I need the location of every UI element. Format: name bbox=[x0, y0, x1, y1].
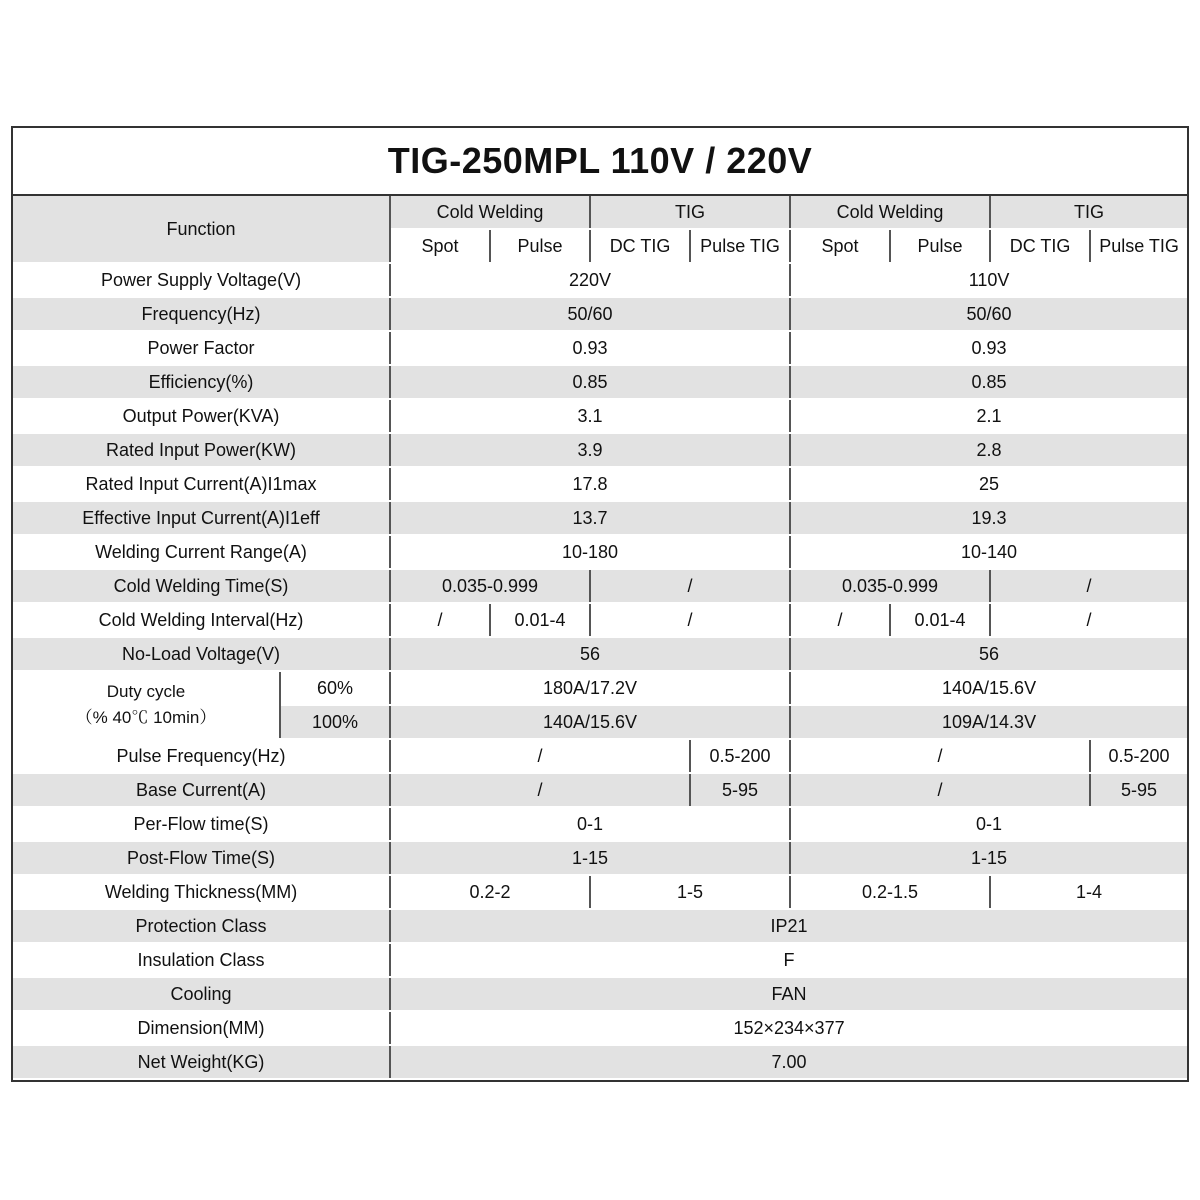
mode-header: Pulse bbox=[490, 229, 590, 263]
table-row bbox=[13, 569, 1187, 603]
table-row bbox=[13, 433, 1187, 467]
group-header: Cold Welding bbox=[790, 196, 990, 229]
cell-value: 7.00 bbox=[390, 1045, 1187, 1079]
cell-value: 13.7 bbox=[390, 501, 790, 535]
table-row bbox=[13, 773, 1187, 807]
cell-value: 0-1 bbox=[390, 807, 790, 841]
row-label: Effective Input Current(A)I1eff bbox=[13, 501, 390, 535]
row-label: Base Current(A) bbox=[13, 773, 390, 807]
table-row bbox=[13, 977, 1187, 1011]
cell-value: 0.93 bbox=[790, 331, 1187, 365]
mode-header: Spot bbox=[390, 229, 490, 263]
table-row bbox=[13, 535, 1187, 569]
cell-value: 5-95 bbox=[690, 773, 790, 807]
table-row bbox=[13, 501, 1187, 535]
cell-value: 180A/17.2V bbox=[390, 671, 790, 705]
cell-value: 3.9 bbox=[390, 433, 790, 467]
row-label: Pulse Frequency(Hz) bbox=[13, 739, 390, 773]
group-header: TIG bbox=[990, 196, 1187, 229]
table-row bbox=[13, 603, 1187, 637]
group-header: Cold Welding bbox=[390, 196, 590, 229]
cell-value: 2.8 bbox=[790, 433, 1187, 467]
row-label: Net Weight(KG) bbox=[13, 1045, 390, 1079]
cell-value: F bbox=[390, 943, 1187, 977]
table-row bbox=[13, 841, 1187, 875]
header-group-row bbox=[13, 196, 1187, 229]
cell-value: 5-95 bbox=[1090, 773, 1187, 807]
cell-value: 10-140 bbox=[790, 535, 1187, 569]
sheet-title: TIG-250MPL 110V / 220V bbox=[13, 128, 1187, 196]
row-label: No-Load Voltage(V) bbox=[13, 637, 390, 671]
duty-100-label: 100% bbox=[280, 705, 390, 739]
table-row bbox=[13, 297, 1187, 331]
row-label: Rated Input Current(A)I1max bbox=[13, 467, 390, 501]
row-label: Welding Current Range(A) bbox=[13, 535, 390, 569]
mode-header: Pulse TIG bbox=[690, 229, 790, 263]
cell-value: 1-15 bbox=[790, 841, 1187, 875]
table-row bbox=[13, 909, 1187, 943]
cell-value: / bbox=[790, 603, 890, 637]
cell-value: 56 bbox=[390, 637, 790, 671]
table-row bbox=[13, 637, 1187, 671]
cell-value: / bbox=[390, 773, 690, 807]
table-row bbox=[13, 807, 1187, 841]
row-label: Cold Welding Time(S) bbox=[13, 569, 390, 603]
cell-value: / bbox=[590, 603, 790, 637]
row-label: Frequency(Hz) bbox=[13, 297, 390, 331]
cell-value: 0.5-200 bbox=[1090, 739, 1187, 773]
table-row bbox=[13, 943, 1187, 977]
cell-value: 17.8 bbox=[390, 467, 790, 501]
cell-value: 50/60 bbox=[390, 297, 790, 331]
mode-header: Spot bbox=[790, 229, 890, 263]
cell-value: 0.035-0.999 bbox=[390, 569, 590, 603]
cell-value: 25 bbox=[790, 467, 1187, 501]
cell-value: 0.93 bbox=[390, 331, 790, 365]
cell-value: 140A/15.6V bbox=[390, 705, 790, 739]
cell-value: 1-15 bbox=[390, 841, 790, 875]
cell-value: 0.5-200 bbox=[690, 739, 790, 773]
cell-value: 56 bbox=[790, 637, 1187, 671]
row-label: Protection Class bbox=[13, 909, 390, 943]
mode-header: DC TIG bbox=[990, 229, 1090, 263]
spec-sheet bbox=[11, 126, 1189, 1082]
row-label: Post-Flow Time(S) bbox=[13, 841, 390, 875]
cell-value: 0.85 bbox=[390, 365, 790, 399]
row-label: Power Supply Voltage(V) bbox=[13, 263, 390, 297]
mode-header: Pulse TIG bbox=[1090, 229, 1187, 263]
row-label: Power Factor bbox=[13, 331, 390, 365]
row-label: Cold Welding Interval(Hz) bbox=[13, 603, 390, 637]
table-row bbox=[13, 331, 1187, 365]
duty-60-label: 60% bbox=[280, 671, 390, 705]
cell-value: 0.85 bbox=[790, 365, 1187, 399]
row-label: Cooling bbox=[13, 977, 390, 1011]
cell-value: 0.2-2 bbox=[390, 875, 590, 909]
cell-value: 10-180 bbox=[390, 535, 790, 569]
cell-value: 0.01-4 bbox=[890, 603, 990, 637]
cell-value: 1-5 bbox=[590, 875, 790, 909]
cell-value: 0.01-4 bbox=[490, 603, 590, 637]
table-row bbox=[13, 1011, 1187, 1045]
mode-header: Pulse bbox=[890, 229, 990, 263]
group-header: TIG bbox=[590, 196, 790, 229]
cell-value: 2.1 bbox=[790, 399, 1187, 433]
cell-value: 109A/14.3V bbox=[790, 705, 1187, 739]
table-row bbox=[13, 875, 1187, 909]
cell-value: / bbox=[390, 739, 690, 773]
table-row bbox=[13, 671, 1187, 705]
table-row bbox=[13, 1045, 1187, 1079]
cell-value: / bbox=[390, 603, 490, 637]
row-label: Per-Flow time(S) bbox=[13, 807, 390, 841]
row-label: Insulation Class bbox=[13, 943, 390, 977]
table-row bbox=[13, 263, 1187, 297]
cell-value: FAN bbox=[390, 977, 1187, 1011]
cell-value: 220V bbox=[390, 263, 790, 297]
row-label: Efficiency(%) bbox=[13, 365, 390, 399]
row-label: Dimension(MM) bbox=[13, 1011, 390, 1045]
cell-value: 3.1 bbox=[390, 399, 790, 433]
cell-value: / bbox=[590, 569, 790, 603]
table-row bbox=[13, 399, 1187, 433]
function-header: Function bbox=[13, 196, 390, 263]
cell-value: 1-4 bbox=[990, 875, 1187, 909]
cell-value: 0-1 bbox=[790, 807, 1187, 841]
row-label: Output Power(KVA) bbox=[13, 399, 390, 433]
cell-value: / bbox=[990, 603, 1187, 637]
table-row bbox=[13, 365, 1187, 399]
table-row bbox=[13, 739, 1187, 773]
cell-value: / bbox=[990, 569, 1187, 603]
cell-value: 140A/15.6V bbox=[790, 671, 1187, 705]
mode-header: DC TIG bbox=[590, 229, 690, 263]
row-label: Rated Input Power(KW) bbox=[13, 433, 390, 467]
duty-cycle-label bbox=[13, 671, 280, 739]
cell-value: 19.3 bbox=[790, 501, 1187, 535]
row-label: Welding Thickness(MM) bbox=[13, 875, 390, 909]
cell-value: / bbox=[790, 773, 1090, 807]
cell-value: 0.2-1.5 bbox=[790, 875, 990, 909]
cell-value: / bbox=[790, 739, 1090, 773]
cell-value: 152×234×377 bbox=[390, 1011, 1187, 1045]
cell-value: 110V bbox=[790, 263, 1187, 297]
cell-value: 50/60 bbox=[790, 297, 1187, 331]
table-row bbox=[13, 467, 1187, 501]
duty-cycle-condition: （% 40℃ 10min） bbox=[75, 708, 217, 727]
spec-table bbox=[13, 196, 1187, 1080]
cell-value: 0.035-0.999 bbox=[790, 569, 990, 603]
cell-value: IP21 bbox=[390, 909, 1187, 943]
duty-cycle-title: Duty cycle bbox=[106, 682, 186, 701]
